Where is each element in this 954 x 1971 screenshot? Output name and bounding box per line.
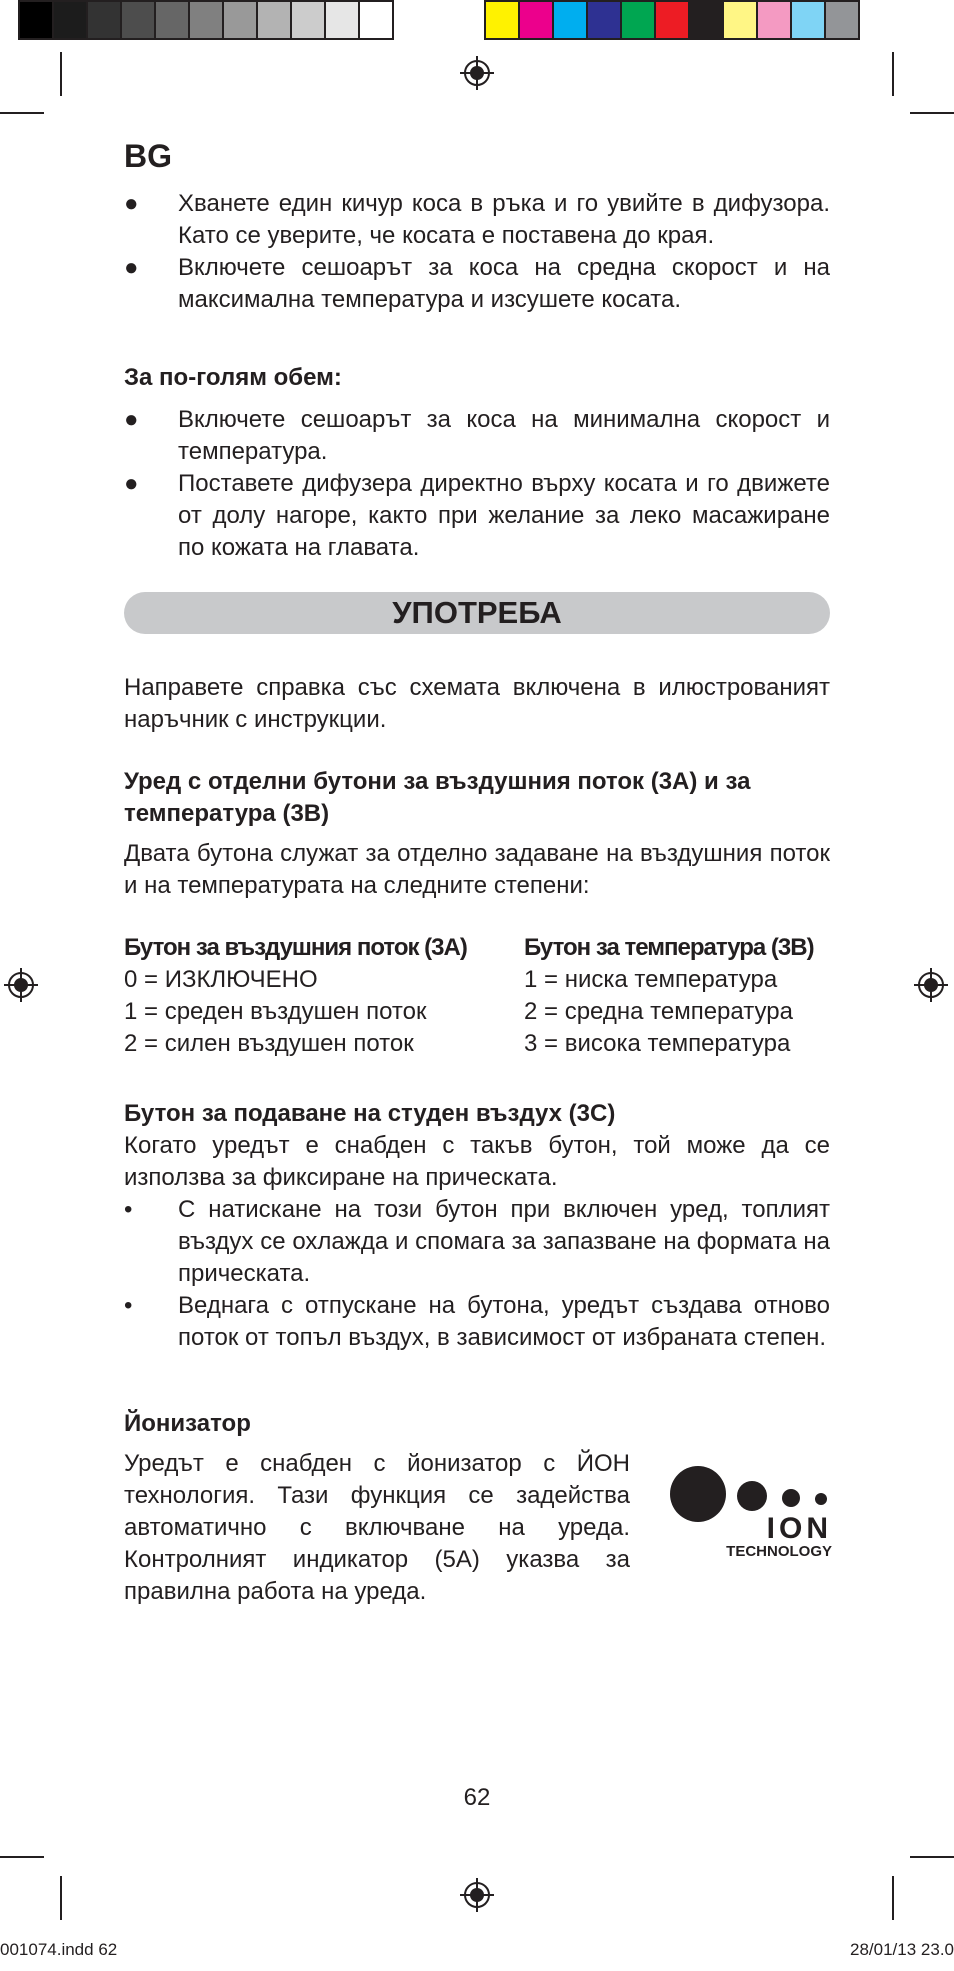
- crop-mark: [60, 52, 62, 96]
- list-item: 1 = ниска температура: [524, 966, 778, 993]
- list-item: 2 = силен въздушен поток: [124, 1030, 414, 1057]
- crop-mark: [892, 1876, 894, 1920]
- file-slug: 001074.indd 62: [0, 1940, 118, 1959]
- list-item: • С натискане на този бутон при включен уред, топлият въздух се охлажда и спомага за запазване на формата на прическата.: [124, 1196, 830, 1287]
- list-item: 1 = среден въздушен поток: [124, 998, 427, 1025]
- cold-air-text: Когато уредът е снабден с такъв бутон, той може да се използва за фиксиране на прическата.: [124, 1132, 830, 1191]
- gray-swatch: [358, 0, 394, 40]
- bullet-text: Хванете един кичур коса в ръка и го увийте в дифузора. Като се уверите, че косата е поставена до края.: [178, 190, 830, 249]
- registration-mark-icon: [460, 56, 494, 90]
- color-swatch: [756, 0, 792, 40]
- registration-mark-icon: [460, 1878, 494, 1912]
- crop-mark: [892, 52, 894, 96]
- gray-swatch: [222, 0, 258, 40]
- ionizer-text: Уредът е снабден с йонизатор с ЙОН технология. Тази функция се задейства автоматично с включване на уреда. Контролният индикатор (5A) указва за правилна работа на уреда.: [124, 1450, 630, 1605]
- section-title-bar: УПОТРЕБА: [124, 592, 830, 634]
- gray-swatch: [154, 0, 190, 40]
- list-item: ● Включете сешоарът за коса на минимална скорост и температура.: [124, 406, 830, 465]
- ion-technology-logo: [668, 1464, 832, 1560]
- list-item: ● Поставете дифузера директно върху косата и го движете от долу нагоре, както при желание за леко масажиране по кожата на главата.: [124, 470, 830, 561]
- color-swatch: [518, 0, 554, 40]
- color-swatch: [824, 0, 860, 40]
- ionizer-heading: Йонизатор: [124, 1410, 251, 1437]
- cold-air-heading: Бутон за подаване на студен въздух (3C): [124, 1100, 616, 1127]
- crop-mark: [60, 1876, 62, 1920]
- registration-mark-icon: [914, 968, 948, 1002]
- gray-swatch: [86, 0, 122, 40]
- bullet-text: Включете сешоарът за коса на минимална скорост и температура.: [178, 406, 830, 465]
- list-item: • Веднага с отпускане на бутона, уредът създава отново поток от топъл въздух, в зависимост от избраната степен.: [124, 1292, 830, 1351]
- list-item: 0 = ИЗКЛЮЧЕНО: [124, 966, 318, 993]
- gray-swatch: [18, 0, 54, 40]
- color-swatch: [688, 0, 724, 40]
- crop-mark: [910, 112, 954, 114]
- gray-swatch: [120, 0, 156, 40]
- color-swatch: [790, 0, 826, 40]
- color-swatch: [484, 0, 520, 40]
- bullet-text: Включете сешоарът за коса на средна скорост и на максимална температура и изсушете косата.: [178, 254, 830, 313]
- color-swatch-bar: [484, 0, 858, 44]
- reference-text: Направете справка със схемата включена в илюстрованият наръчник с инструкции.: [124, 674, 830, 733]
- list-item: ● Хванете един кичур коса в ръка и го увийте в дифузора. Като се уверите, че косата е поставена до края.: [124, 190, 830, 249]
- list-item: ● Включете сешоарът за коса на средна скорост и на максимална температура и изсушете косата.: [124, 254, 830, 313]
- bullet-text: Веднага с отпускане на бутона, уредът създава отново поток от топъл въздух, в зависимост от избраната степен.: [178, 1292, 830, 1351]
- color-swatch: [586, 0, 622, 40]
- buttons-heading: Уред с отделни бутони за въздушния поток (3A) и за температура (3B): [124, 768, 751, 827]
- list-item: 2 = средна температура: [524, 998, 793, 1025]
- crop-mark: [910, 1856, 954, 1858]
- temperature-heading: Бутон за температура (3B): [524, 934, 814, 961]
- airflow-column: [124, 932, 524, 1060]
- ion-logo-word: ION: [766, 1512, 832, 1545]
- gray-swatch: [52, 0, 88, 40]
- cold-air-bullet-list: [124, 1194, 830, 1354]
- gray-swatch: [324, 0, 360, 40]
- color-swatch: [552, 0, 588, 40]
- bullet-text: Поставете дифузера директно върху косата и го движете от долу нагоре, както при желание за леко масажиране по кожата на главата.: [178, 470, 830, 561]
- gray-color-bar: [18, 0, 392, 44]
- intro-bullet-list: [124, 188, 830, 316]
- buttons-text: Двата бутона служат за отделно задаване на въздушния поток и на температурата на следните степени:: [124, 840, 830, 899]
- temperature-column: [524, 932, 830, 1060]
- crop-mark: [0, 112, 44, 114]
- bullet-text: С натискане на този бутон при включен уред, топлият въздух се охлажда и спомага за запазване на формата на прическата.: [178, 1196, 830, 1287]
- settings-columns: [124, 932, 830, 1060]
- color-swatch: [620, 0, 656, 40]
- registration-mark-icon: [4, 968, 38, 1002]
- list-item: 3 = висока температура: [524, 1030, 791, 1057]
- language-label: BG: [124, 138, 172, 174]
- ion-logo-sub: TECHNOLOGY: [726, 1543, 832, 1560]
- gray-swatch: [188, 0, 224, 40]
- date-slug: 28/01/13 23.0: [850, 1940, 954, 1959]
- volume-heading: За по-голям обем:: [124, 364, 342, 391]
- page-number: 62: [463, 1784, 491, 1811]
- gray-swatch: [290, 0, 326, 40]
- color-swatch: [722, 0, 758, 40]
- gray-swatch: [256, 0, 292, 40]
- color-swatch: [654, 0, 690, 40]
- crop-mark: [0, 1856, 44, 1858]
- airflow-heading: Бутон за въздушния поток (3A): [124, 934, 467, 961]
- volume-bullet-list: [124, 404, 830, 564]
